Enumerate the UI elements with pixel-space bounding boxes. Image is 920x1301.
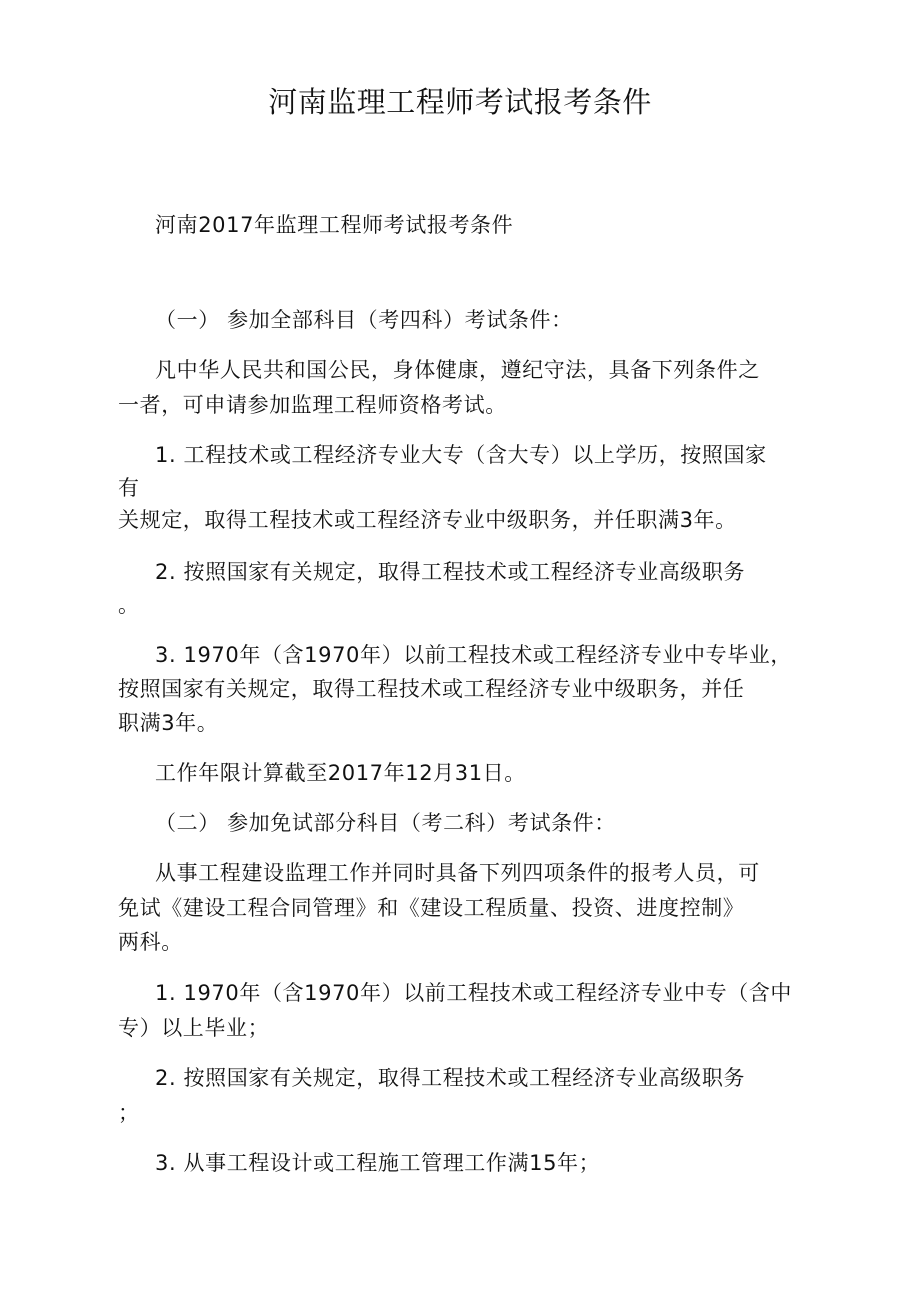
section1-heading: （一） 参加全部科目（考四科）考试条件： <box>155 308 573 332</box>
document-title: 河南监理工程师考试报考条件 <box>268 85 652 119</box>
section2-heading: （二） 参加免试部分科目（考二科）考试条件： <box>155 811 616 835</box>
section1-item1-line: 关规定，取得工程技术或工程经济专业中级职务，并任职满3年。 <box>118 508 737 532</box>
section1-item3-line: 按照国家有关规定，取得工程技术或工程经济专业中级职务，并任 <box>118 677 745 701</box>
document-subtitle: 河南2017年监理工程师考试报考条件 <box>155 213 514 237</box>
section1-item2-line: 2. 按照国家有关规定，取得工程技术或工程经济专业高级职务 <box>155 560 746 584</box>
section2-item1-line: 专）以上毕业； <box>118 1016 270 1040</box>
section1-intro-line: 一者，可申请参加监理工程师资格考试。 <box>118 393 507 417</box>
section1-item1-line: 有 <box>118 476 140 500</box>
section2-item2-line: ； <box>118 1101 140 1125</box>
section2-intro-line: 两科。 <box>118 930 183 954</box>
section2-item2-line: 2. 按照国家有关规定，取得工程技术或工程经济专业高级职务 <box>155 1066 746 1090</box>
section1-note: 工作年限计算截至2017年12月31日。 <box>155 761 526 785</box>
section1-item3-line: 职满3年。 <box>118 711 219 735</box>
section2-item1-line: 1. 1970年（含1970年）以前工程技术或工程经济专业中专（含中 <box>155 981 792 1005</box>
section2-intro-line: 免试《建设工程合同管理》和《建设工程质量、投资、进度控制》 <box>118 896 745 920</box>
section1-item2-line: 。 <box>118 593 140 617</box>
section1-item1-line: 1. 工程技术或工程经济专业大专（含大专）以上学历，按照国家 <box>155 443 767 467</box>
section1-item3-line: 3. 1970年（含1970年）以前工程技术或工程经济专业中专毕业， <box>155 643 792 667</box>
section2-item3-line: 3. 从事工程设计或工程施工管理工作满15年； <box>155 1151 601 1175</box>
section1-intro-line: 凡中华人民共和国公民，身体健康，遵纪守法，具备下列条件之 <box>155 358 760 382</box>
section2-intro-line: 从事工程建设监理工作并同时具备下列四项条件的报考人员，可 <box>155 861 760 885</box>
